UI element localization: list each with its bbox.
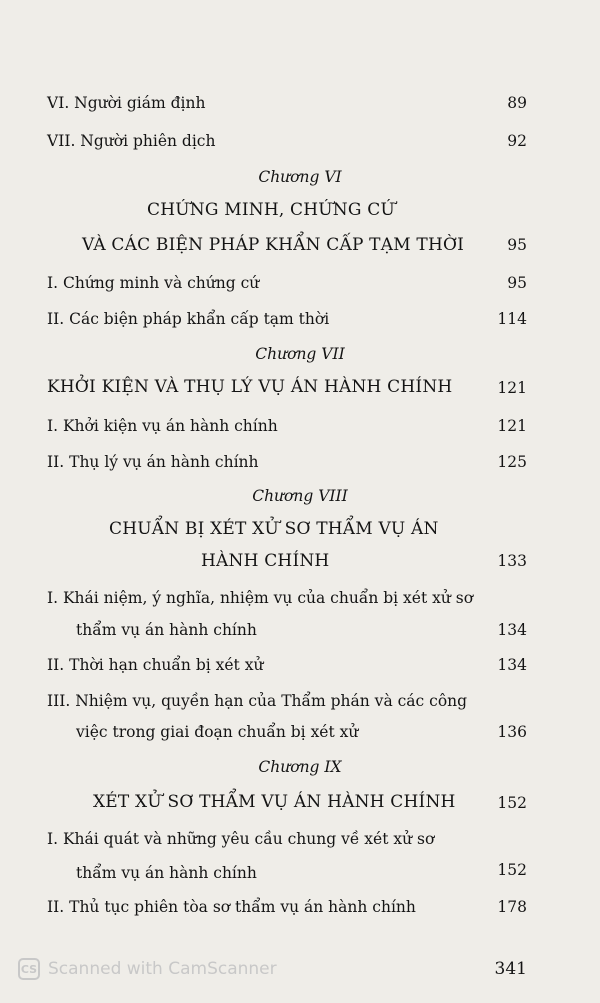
toc-page-number: 134: [497, 656, 527, 674]
toc-entry: II. Thụ lý vụ án hành chính: [47, 453, 259, 471]
toc-entry: I. Khái quát và những yêu cầu chung về xét xử sơ: [47, 830, 435, 848]
toc-entry: I. Chứng minh và chứng cứ: [47, 274, 260, 292]
toc-page-number: 152: [497, 861, 527, 879]
chapter-title: VÀ CÁC BIỆN PHÁP KHẨN CẤP TẠM THỜI: [82, 235, 465, 255]
chapter-title: KHỞI KIỆN VÀ THỤ LÝ VỤ ÁN HÀNH CHÍNH: [47, 377, 453, 397]
toc-entry: việc trong giai đoạn chuẩn bị xét xử: [76, 723, 359, 741]
toc-page-number: 95: [507, 236, 527, 254]
chapter-label: Chương VIII: [252, 487, 348, 505]
toc-page-number: 152: [497, 794, 527, 812]
chapter-label: Chương VI: [258, 168, 342, 186]
toc-entry: II. Thủ tục phiên tòa sơ thẩm vụ án hành chính: [47, 898, 416, 916]
chapter-title: CHUẨN BỊ XÉT XỬ SƠ THẨM VỤ ÁN: [109, 519, 439, 539]
toc-page-number: 121: [497, 417, 527, 435]
chapter-title: XÉT XỬ SƠ THẨM VỤ ÁN HÀNH CHÍNH: [93, 792, 456, 812]
toc-page-number: 133: [497, 552, 527, 570]
chapter-title: HÀNH CHÍNH: [201, 551, 330, 571]
camscanner-logo-icon: CS: [18, 958, 40, 980]
page-number: 341: [494, 959, 527, 979]
chapter-title: CHỨNG MINH, CHỨNG CỨ: [147, 200, 396, 220]
toc-page-number: 125: [497, 453, 527, 471]
toc-page-number: 134: [497, 621, 527, 639]
toc-entry: III. Nhiệm vụ, quyền hạn của Thẩm phán và các công: [47, 692, 468, 710]
toc-entry: II. Các biện pháp khẩn cấp tạm thời: [47, 310, 330, 328]
toc-entry: VII. Người phiên dịch: [47, 132, 216, 150]
toc-entry: I. Khái niệm, ý nghĩa, nhiệm vụ của chuẩn bị xét xử sơ: [47, 589, 474, 607]
camscanner-watermark: [18, 958, 277, 980]
toc-page-number: 121: [497, 379, 527, 397]
watermark-text: Scanned with CamScanner: [48, 959, 277, 979]
toc-page-number: 136: [497, 723, 527, 741]
toc-entry: thẩm vụ án hành chính: [76, 621, 257, 639]
toc-page-number: 114: [497, 310, 527, 328]
toc-entry: II. Thời hạn chuẩn bị xét xử: [47, 656, 264, 674]
chapter-label: Chương VII: [255, 345, 345, 363]
chapter-label: Chương IX: [258, 758, 342, 776]
toc-page-number: 95: [507, 274, 527, 292]
toc-page-number: 89: [507, 94, 527, 112]
toc-entry: thẩm vụ án hành chính: [76, 864, 257, 882]
toc-entry: VI. Người giám định: [47, 94, 206, 112]
toc-page-number: 178: [497, 898, 527, 916]
toc-page-number: 92: [507, 132, 527, 150]
toc-entry: I. Khởi kiện vụ án hành chính: [47, 417, 278, 435]
